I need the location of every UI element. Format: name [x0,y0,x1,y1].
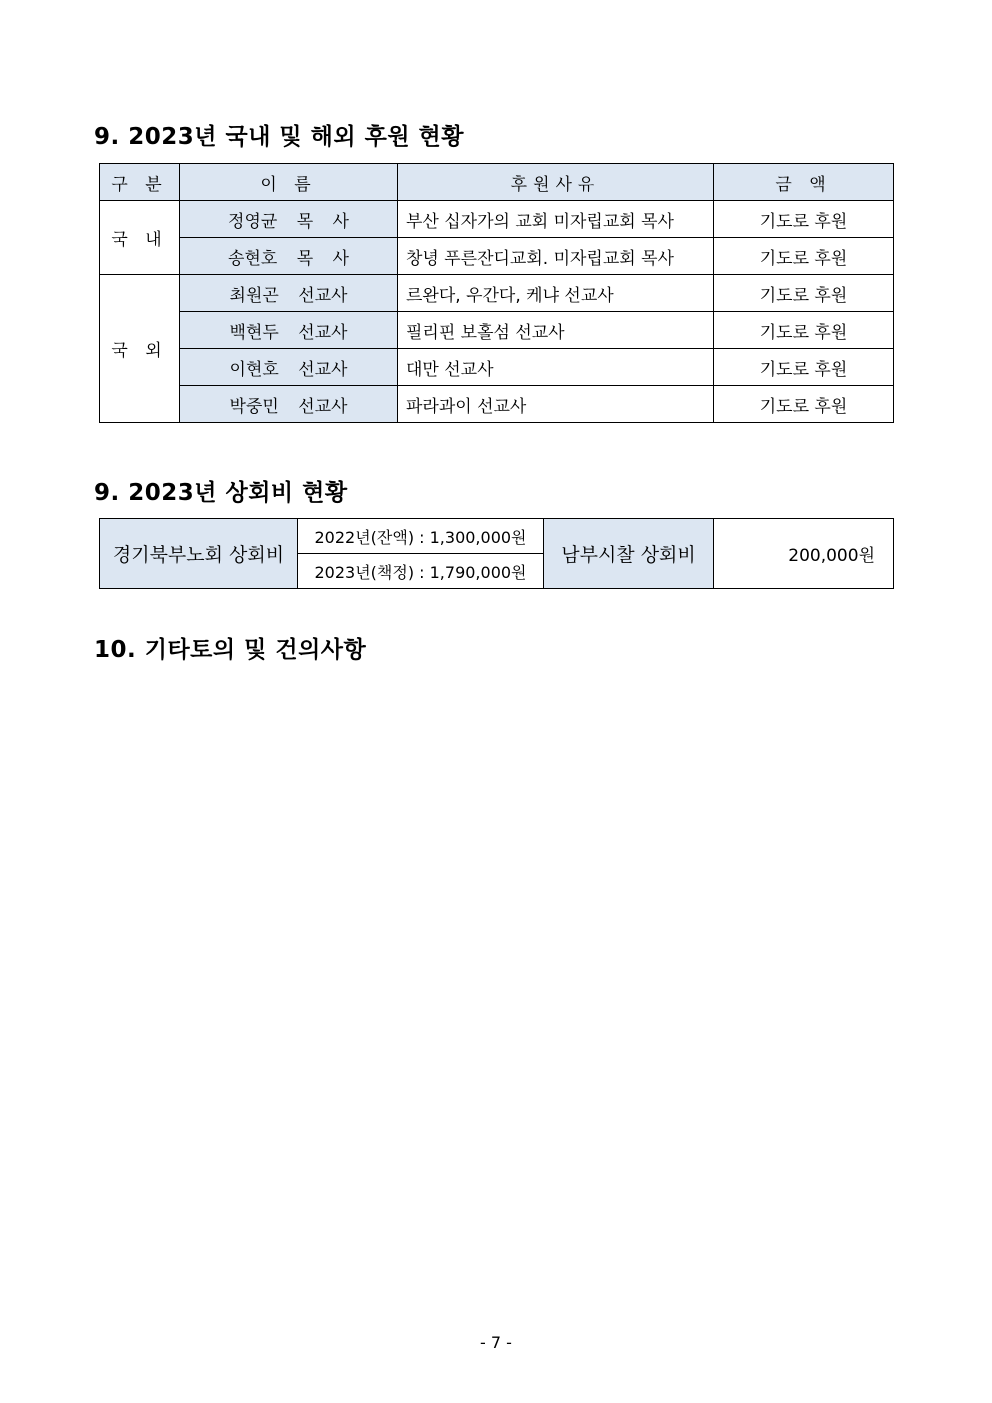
support-table [99,163,894,423]
district-fee-label: 남부시찰 상회비 [544,519,714,589]
section-heading-other: 10. 기타토의 및 건의사항 [94,637,367,663]
section-heading-support: 9. 2023년 국내 및 해외 후원 현황 [94,124,464,150]
support-amount: 기도로 후원 [714,312,894,349]
support-reason: 창녕 푸른잔디교회. 미자립교회 목사 [398,238,714,275]
category-domestic: 국 내 [100,201,180,275]
column-header-reason: 후원사유 [398,164,714,201]
table-row [100,238,894,275]
table-row [100,349,894,386]
supporter-name: 백현두 선교사 [180,312,398,349]
supporter-name: 최원곤 선교사 [180,275,398,312]
supporter-name: 박중민 선교사 [180,386,398,423]
support-reason: 필리핀 보홀섬 선교사 [398,312,714,349]
table-row [100,275,894,312]
support-amount: 기도로 후원 [714,201,894,238]
column-header-amount: 금 액 [714,164,894,201]
support-reason: 부산 십자가의 교회 미자립교회 목사 [398,201,714,238]
district-fee-value: 200,000원 [714,519,894,589]
page-number: - 7 - [480,1333,512,1352]
column-header-name: 이 름 [180,164,398,201]
column-header-category: 구 분 [100,164,180,201]
table-header-row [100,164,894,201]
support-reason: 르완다, 우간다, 케냐 선교사 [398,275,714,312]
fee-2022-balance: 2022년(잔액) : 1,300,000원 [298,519,544,554]
table-row [100,519,894,554]
support-amount: 기도로 후원 [714,386,894,423]
fee-2023-assessed: 2023년(책정) : 1,790,000원 [298,554,544,589]
category-overseas: 국 외 [100,275,180,423]
section-heading-fee: 9. 2023년 상회비 현황 [94,480,348,506]
support-reason: 파라과이 선교사 [398,386,714,423]
table-row [100,201,894,238]
fee-table [99,518,894,589]
presbytery-fee-label: 경기북부노회 상회비 [100,519,298,589]
support-amount: 기도로 후원 [714,349,894,386]
supporter-name: 송현호 목 사 [180,238,398,275]
support-amount: 기도로 후원 [714,238,894,275]
supporter-name: 정영균 목 사 [180,201,398,238]
table-row [100,386,894,423]
support-reason: 대만 선교사 [398,349,714,386]
table-row [100,312,894,349]
supporter-name: 이현호 선교사 [180,349,398,386]
support-amount: 기도로 후원 [714,275,894,312]
